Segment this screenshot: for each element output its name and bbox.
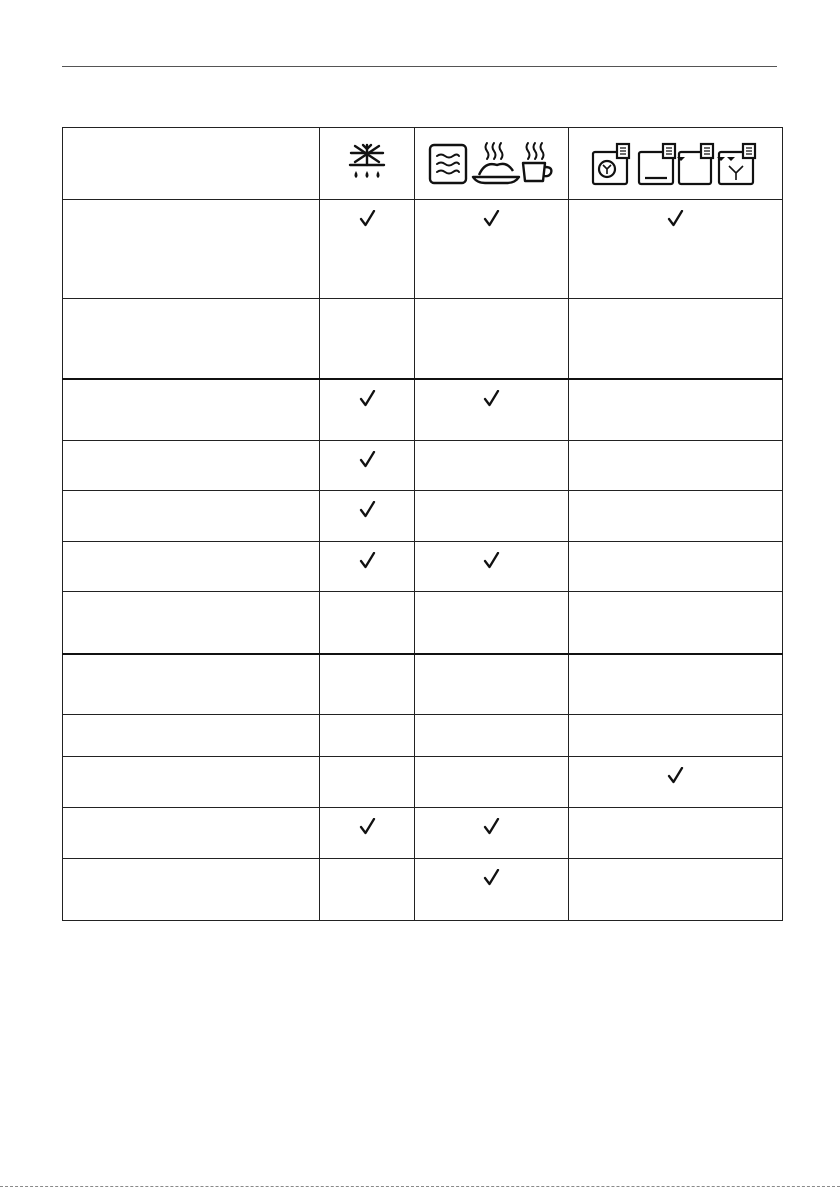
defrost-cell xyxy=(320,542,415,592)
table-row xyxy=(63,542,783,592)
check-mark-icon xyxy=(483,869,500,886)
oven-cell xyxy=(569,757,783,808)
microwave-reheat-icon xyxy=(415,139,568,189)
table-body xyxy=(63,200,783,921)
oven-cell xyxy=(569,542,783,592)
microwave-cell xyxy=(415,654,569,715)
table-header-row xyxy=(63,128,783,200)
oven-cell xyxy=(569,200,783,299)
microwave-cell xyxy=(415,859,569,921)
oven-cell xyxy=(569,491,783,542)
header-blank-cell xyxy=(63,128,320,200)
oven-cell xyxy=(569,654,783,715)
defrost-cell xyxy=(320,299,415,379)
row-label-cell xyxy=(63,299,320,379)
table-row xyxy=(63,200,783,299)
microwave-cell xyxy=(415,299,569,379)
row-label-cell xyxy=(63,715,320,757)
table-row xyxy=(63,592,783,654)
oven-cell xyxy=(569,592,783,654)
microwave-cell xyxy=(415,379,569,441)
oven-cell xyxy=(569,808,783,859)
row-label-cell xyxy=(63,757,320,808)
row-label-cell xyxy=(63,592,320,654)
table-row xyxy=(63,808,783,859)
defrost-cell xyxy=(320,491,415,542)
defrost-cell xyxy=(320,715,415,757)
header-oven-cell xyxy=(569,128,783,200)
oven-cell xyxy=(569,441,783,491)
cookware-compatibility-table xyxy=(62,127,783,921)
row-label-cell xyxy=(63,542,320,592)
oven-cell xyxy=(569,379,783,441)
oven-cell xyxy=(569,715,783,757)
check-mark-icon xyxy=(483,390,500,407)
defrost-cell xyxy=(320,379,415,441)
microwave-cell xyxy=(415,808,569,859)
table-row xyxy=(63,441,783,491)
defrost-cell xyxy=(320,441,415,491)
microwave-cell xyxy=(415,441,569,491)
table-row xyxy=(63,654,783,715)
table-row xyxy=(63,859,783,921)
check-mark-icon xyxy=(359,451,376,468)
microwave-cell xyxy=(415,592,569,654)
check-mark-icon xyxy=(483,818,500,835)
check-mark-icon xyxy=(667,210,684,227)
microwave-cell xyxy=(415,757,569,808)
header-rule xyxy=(62,66,777,67)
header-microwave-cell xyxy=(415,128,569,200)
oven-functions-icon xyxy=(569,140,782,188)
page-bottom-rule xyxy=(0,1186,840,1187)
check-mark-icon xyxy=(483,210,500,227)
defrost-cell xyxy=(320,859,415,921)
oven-cell xyxy=(569,859,783,921)
row-label-cell xyxy=(63,859,320,921)
table-row xyxy=(63,715,783,757)
check-mark-icon xyxy=(359,552,376,569)
row-label-cell xyxy=(63,654,320,715)
check-mark-icon xyxy=(359,818,376,835)
defrost-cell xyxy=(320,592,415,654)
defrost-cell xyxy=(320,757,415,808)
table-row xyxy=(63,491,783,542)
check-mark-icon xyxy=(483,552,500,569)
microwave-cell xyxy=(415,200,569,299)
table-row xyxy=(63,299,783,379)
defrost-cell xyxy=(320,200,415,299)
row-label-cell xyxy=(63,491,320,542)
defrost-cell xyxy=(320,808,415,859)
header-defrost-cell xyxy=(320,128,415,200)
microwave-cell xyxy=(415,542,569,592)
row-label-cell xyxy=(63,200,320,299)
row-label-cell xyxy=(63,441,320,491)
microwave-cell xyxy=(415,715,569,757)
check-mark-icon xyxy=(359,501,376,518)
microwave-cell xyxy=(415,491,569,542)
table-row xyxy=(63,757,783,808)
table-row xyxy=(63,379,783,441)
oven-cell xyxy=(569,299,783,379)
check-mark-icon xyxy=(359,210,376,227)
check-mark-icon xyxy=(359,390,376,407)
row-label-cell xyxy=(63,808,320,859)
defrost-icon xyxy=(320,141,414,187)
row-label-cell xyxy=(63,379,320,441)
defrost-cell xyxy=(320,654,415,715)
check-mark-icon xyxy=(667,767,684,784)
